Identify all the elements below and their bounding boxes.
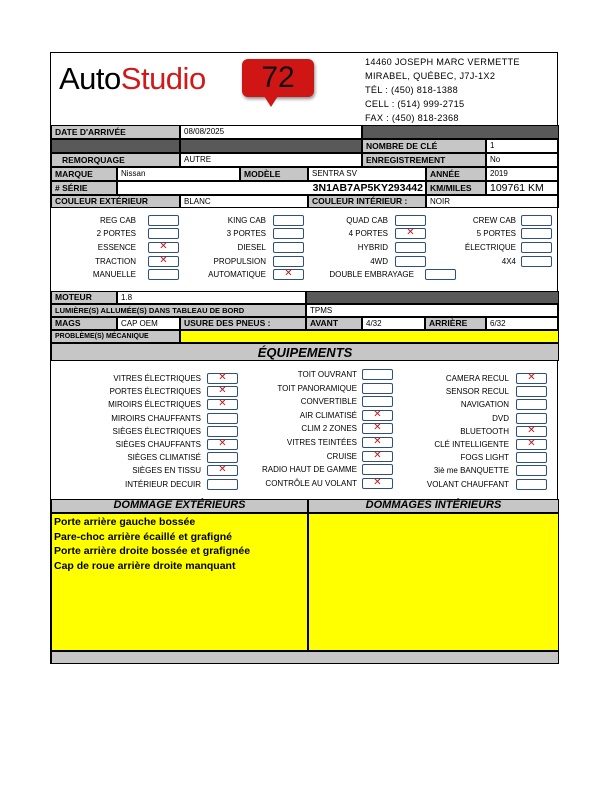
body-option-label: REG CAB <box>99 216 136 225</box>
equipment-label: CRUISE <box>326 452 357 461</box>
km-field[interactable]: 109761 KM <box>486 181 559 195</box>
body-option-label: PROPULSION <box>213 257 266 266</box>
check-mark-icon: ✕ <box>373 409 382 420</box>
address-line: TÉL : (450) 818-1388 <box>365 85 458 96</box>
body-option-checkbox[interactable] <box>521 215 552 226</box>
ext-color-label: COULEUR EXTÉRIEUR <box>51 195 180 208</box>
equipment-checkbox[interactable] <box>516 413 547 424</box>
check-mark-icon: ✕ <box>373 450 382 461</box>
equipment-label: PORTES ÉLECTRIQUES <box>109 387 201 396</box>
dark-filler <box>362 125 559 139</box>
body-option-label: HYBRID <box>357 243 388 252</box>
equipment-label: SENSOR RECUL <box>445 387 509 396</box>
rear-tire-field[interactable]: 6/32 <box>486 317 559 330</box>
equipment-label: TOIT PANORAMIQUE <box>277 384 357 393</box>
dark-filler <box>51 139 180 153</box>
body-option-label: CREW CAB <box>472 216 516 225</box>
body-option-label: DIESEL <box>237 243 266 252</box>
body-option-checkbox[interactable] <box>425 269 456 280</box>
damage-line: Porte arrière droite bossée et grafignée <box>54 545 251 557</box>
tire-wear-label: USURE DES PNEUS : <box>180 317 306 330</box>
equipment-label: MIROIRS CHAUFFANTS <box>111 414 201 423</box>
equipment-checkbox[interactable] <box>516 386 547 397</box>
mech-field[interactable] <box>180 330 559 343</box>
check-mark-icon: ✕ <box>527 425 536 436</box>
equipment-label: AIR CLIMATISÉ <box>299 411 357 420</box>
equipment-label: NAVIGATION <box>460 400 509 409</box>
int-damage-field[interactable] <box>308 513 559 651</box>
body-option-checkbox[interactable] <box>521 256 552 267</box>
date-field[interactable]: 08/08/2025 <box>180 125 362 139</box>
equipment-checkbox[interactable] <box>516 439 547 450</box>
logo-text: AutoStudio <box>59 61 206 96</box>
equipment-label: VITRES ÉLECTRIQUES <box>113 374 201 383</box>
equipment-label: MIROIRS ÉLECTRIQUES <box>108 400 201 409</box>
equipment-checkbox[interactable] <box>516 399 547 410</box>
damage-line: Pare-choc arrière écaillé et grafigné <box>54 530 233 543</box>
motor-label: MOTEUR <box>51 291 117 304</box>
body-option-label: MANUELLE <box>92 270 136 279</box>
lights-label: LUMIÈRE(S) ALLUMÉE(S) DANS TABLEAU DE BORD <box>51 304 306 317</box>
mags-field[interactable]: CAP OEM <box>117 317 180 330</box>
equipment-label: TOIT OUVRANT <box>297 370 357 379</box>
logo-badge: 72 <box>242 59 314 97</box>
check-mark-icon: ✕ <box>406 227 415 238</box>
company-address <box>365 55 520 125</box>
make-label: MARQUE <box>51 167 117 181</box>
front-tire-field[interactable]: 4/32 <box>362 317 425 330</box>
equipment-checkbox[interactable] <box>516 373 547 384</box>
equipment-label: DVD <box>492 414 509 423</box>
address-line: MIRABEL, QUÉBEC, J7J-1X2 <box>365 71 496 82</box>
equipment-label: CONTRÔLE AU VOLANT <box>265 479 357 488</box>
equipment-label: FOGS LIGHT <box>460 453 509 462</box>
body-option-label: DOUBLE EMBRAYAGE <box>329 270 414 279</box>
tow-field[interactable]: AUTRE <box>180 153 362 167</box>
front-tire-label: AVANT <box>306 317 362 330</box>
ext-damage-title: DOMMAGE EXTÉRIEURS <box>113 499 246 511</box>
mech-label: PROBLÈME(S) MÉCANIQUE <box>51 330 180 343</box>
check-mark-icon: ✕ <box>218 372 227 383</box>
mags-label: MAGS <box>51 317 117 330</box>
ext-damage-list <box>54 515 250 573</box>
body-option-label: 3 PORTES <box>226 229 266 238</box>
check-mark-icon: ✕ <box>218 464 227 475</box>
check-mark-icon: ✕ <box>373 477 382 488</box>
body-option-label: TRACTION <box>95 257 136 266</box>
date-label: DATE D'ARRIVÉE <box>51 125 180 139</box>
ext-color-field[interactable]: BLANC <box>180 195 308 208</box>
equipment-label: VITRES TEINTÉES <box>286 438 357 447</box>
address-line: FAX : (450) 818-2368 <box>365 113 459 124</box>
equipment-label: VOLANT CHAUFFANT <box>426 480 509 489</box>
check-mark-icon: ✕ <box>218 385 227 396</box>
int-color-label: COULEUR INTÉRIEUR : <box>308 195 426 208</box>
dark-filler <box>180 139 362 153</box>
body-option-label: QUAD CAB <box>346 216 388 225</box>
equipment-checkbox[interactable] <box>516 479 547 490</box>
body-option-checkbox[interactable] <box>521 228 552 239</box>
check-mark-icon: ✕ <box>373 436 382 447</box>
equipment-label: CAMERA RECUL <box>445 374 509 383</box>
check-mark-icon: ✕ <box>218 398 227 409</box>
body-option-checkbox[interactable] <box>521 242 552 253</box>
make-field[interactable]: Nissan <box>117 167 240 181</box>
check-mark-icon: ✕ <box>159 255 168 266</box>
body-option-label: AUTOMATIQUE <box>208 270 266 279</box>
body-option-label: KING CAB <box>227 216 266 225</box>
rear-tire-label: ARRIÈRE <box>425 317 486 330</box>
equipment-label: SIÈGES ÉLECTRIQUES <box>112 427 201 436</box>
motor-field[interactable]: 1.8 <box>117 291 306 304</box>
body-option-label: 2 PORTES <box>96 229 136 238</box>
body-option-label: 5 PORTES <box>476 229 516 238</box>
equipment-label: CLÉ INTELLIGENTE <box>434 440 509 449</box>
body-option-label: ÉLECTRIQUE <box>464 243 516 252</box>
keys-field[interactable]: 1 <box>486 139 559 153</box>
equipment-checkbox[interactable] <box>516 452 547 463</box>
equipment-label: CONVERTIBLE <box>300 397 357 406</box>
keys-label: NOMBRE DE CLÉ <box>362 139 486 153</box>
int-color-field[interactable]: NOIR <box>426 195 559 208</box>
equipment-title: ÉQUIPEMENTS <box>51 343 559 361</box>
registration-label: ENREGISTREMENT <box>362 153 486 167</box>
equipment-label: RADIO HAUT DE GAMME <box>262 465 357 474</box>
registration-field[interactable]: No <box>486 153 559 167</box>
dark-filler <box>306 291 559 304</box>
year-field[interactable]: 2019 <box>486 167 559 181</box>
serial-field[interactable]: 3N1AB7AP5KY293442 <box>117 181 426 195</box>
serial-label: # SÉRIE <box>51 181 117 195</box>
equipment-label: SIÈGES CLIMATISÉ <box>127 453 201 462</box>
address-line: CELL : (514) 999-2715 <box>365 99 465 110</box>
equipment-label: SIÈGES EN TISSU <box>132 466 201 475</box>
check-mark-icon: ✕ <box>284 268 293 279</box>
check-mark-icon: ✕ <box>159 241 168 252</box>
body-option-label: 4WD <box>370 257 388 266</box>
equipment-label: BLUETOOTH <box>460 427 509 436</box>
check-mark-icon: ✕ <box>373 422 382 433</box>
model-field[interactable]: SENTRA SV <box>308 167 426 181</box>
equipment-label: CLIM 2 ZONES <box>301 424 357 433</box>
body-option-label: 4 PORTES <box>348 229 388 238</box>
check-mark-icon: ✕ <box>218 438 227 449</box>
inspection-sheet <box>50 52 558 664</box>
equipment-label: SIÈGES CHAUFFANTS <box>115 440 201 449</box>
company-logo <box>51 53 363 125</box>
footer-bar <box>51 651 559 664</box>
body-option-label: ESSENCE <box>97 243 136 252</box>
damage-line: Porte arrière gauche bossée <box>54 516 196 528</box>
model-label: MODÈLE <box>240 167 308 181</box>
equipment-checkbox[interactable] <box>516 426 547 437</box>
equipment-label: 3iè me BANQUETTE <box>433 466 509 475</box>
km-label: KM/MILES <box>426 181 486 195</box>
equipment-checkbox[interactable] <box>516 465 547 476</box>
tow-label: REMORQUAGE <box>51 153 180 167</box>
check-mark-icon: ✕ <box>527 372 536 383</box>
check-mark-icon: ✕ <box>527 438 536 449</box>
equipment-label: INTÉRIEUR DECUIR <box>124 480 201 489</box>
lights-field[interactable]: TPMS <box>306 304 559 317</box>
int-damage-title: DOMMAGES INTÉRIEURS <box>365 499 502 511</box>
year-label: ANNÉE <box>426 167 486 181</box>
address-line: 14460 JOSEPH MARC VERMETTE <box>365 57 520 67</box>
body-option-label: 4X4 <box>501 257 516 266</box>
damage-line: Cap de roue arrière droite manquant <box>54 559 236 572</box>
